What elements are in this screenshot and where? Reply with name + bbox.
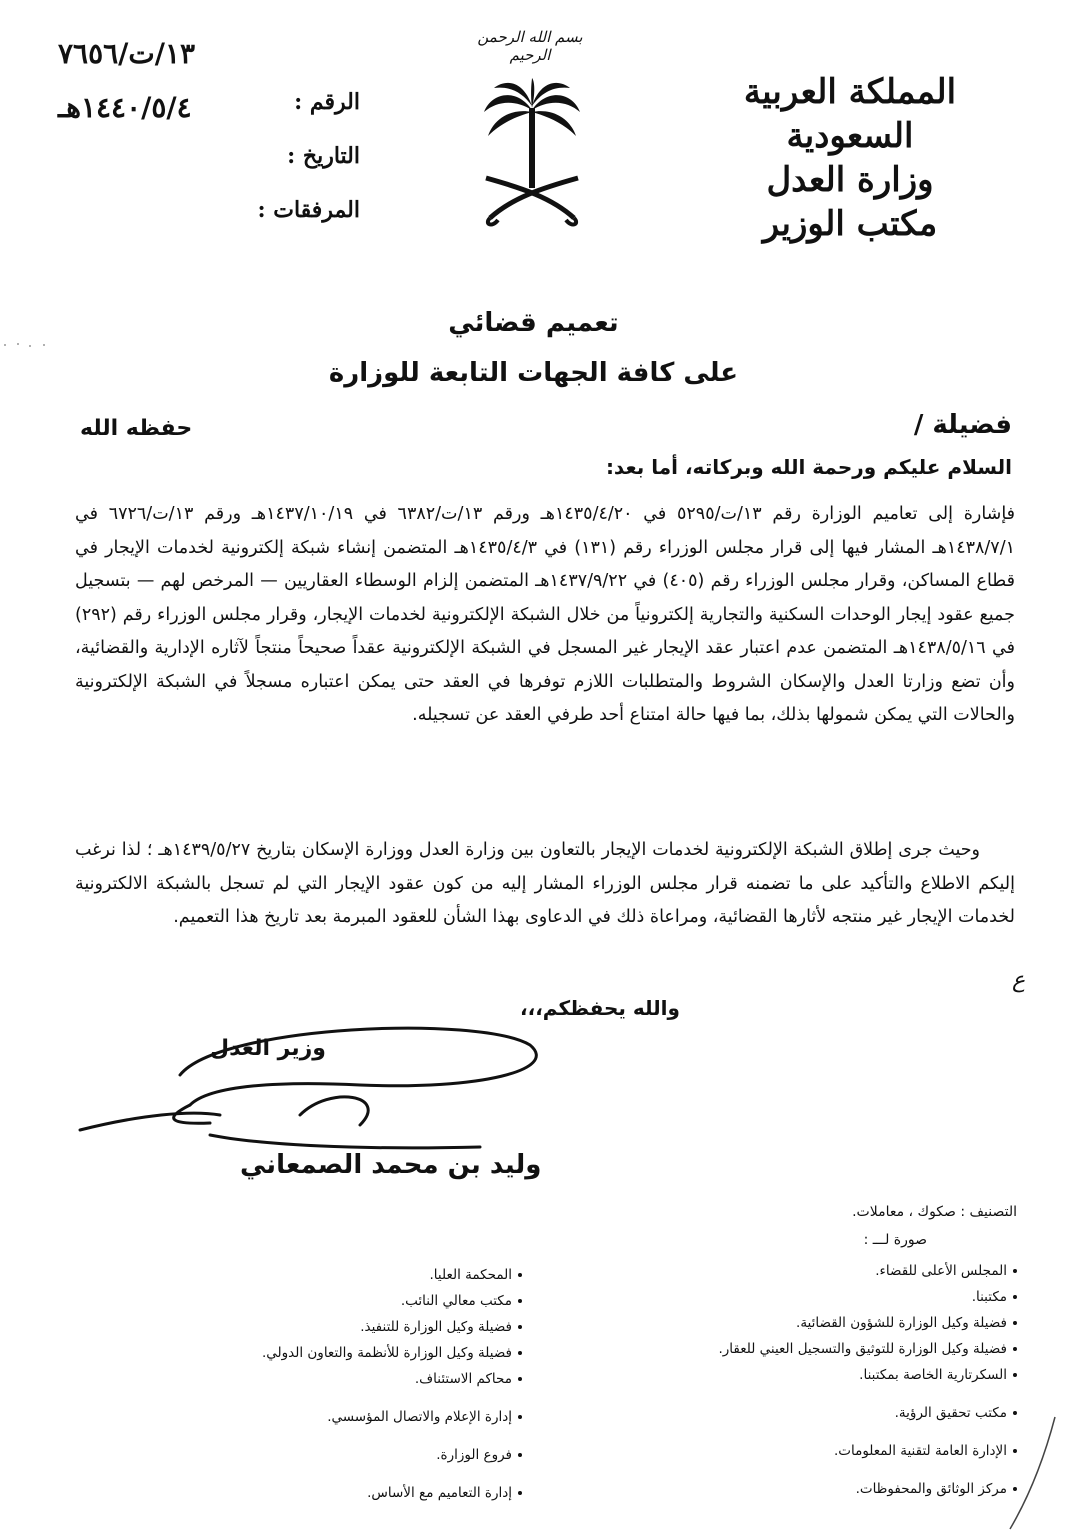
list-item: المجلس الأعلى للقضاء. [597, 1258, 1017, 1284]
list-spacer [142, 1392, 522, 1404]
body-paragraph-2: وحيث جرى إطلاق الشبكة الإلكترونية لخدمات الإيجار بالتعاون بين وزارة العدل ووزارة الإسكان بتاريخ ١٤٣٩/٥/٢٧هـ ؛ لذا نرغب إليكم الاطلاع والتأكيد على ما تضمنه قرار مجلس الوزراء المشار إليه من كون عقود الإيجار التي لم تسجل بالشبكة الالكترونية لخدمات الإيجار غير منتجه لأثارها القضائية، ومراعاة ذلك في الدعاوى بهذا الشأن للعقود المبرمة بعد تاريخ هذا التعميم. [75, 840, 1015, 927]
list-item: مكتب معالي النائب. [142, 1288, 522, 1314]
list-item: فضيلة وكيل الوزارة للأنظمة والتعاون الدولي. [142, 1340, 522, 1366]
basmala: بسم الله الرحمن الرحيم [477, 28, 583, 64]
copy-to-label: صورة لـــ : [863, 1232, 927, 1248]
attachments-label: المرفقات : [257, 197, 360, 223]
scan-speck-icon [0, 340, 60, 350]
list-item: فضيلة وكيل الوزارة للشؤون القضائية. [597, 1310, 1017, 1336]
list-spacer [597, 1426, 1017, 1438]
handwritten-initials: ع [1012, 968, 1026, 993]
list-item: السكرتارية الخاصة بمكتبنا. [597, 1362, 1017, 1388]
list-item: إدارة التعاميم مع الأساس. [142, 1480, 522, 1506]
signatory-name: وليد بن محمد الصمعاني [240, 1150, 542, 1180]
document-subtitle: على كافة الجهات التابعة للوزارة [328, 358, 739, 388]
list-item: فروع الوزارة. [142, 1442, 522, 1468]
scan-mark-icon [1000, 1415, 1060, 1531]
salutation-addressee: فضيلة / [913, 410, 1012, 440]
reference-values [58, 34, 228, 142]
palm-swords-emblem-icon [482, 78, 582, 228]
list-item: محاكم الاستئناف. [142, 1366, 522, 1392]
office-name: مكتب الوزير [762, 204, 938, 244]
list-item: إدارة الإعلام والاتصال المؤسسي. [142, 1404, 522, 1430]
number-label: الرقم : [294, 89, 360, 115]
list-item: المحكمة العليا. [142, 1262, 522, 1288]
list-item: الإدارة العامة لتقنية المعلومات. [597, 1438, 1017, 1464]
list-spacer [142, 1430, 522, 1442]
list-item: فضيلة وكيل الوزارة للتنفيذ. [142, 1314, 522, 1340]
list-spacer [597, 1464, 1017, 1476]
body-paragraph-1: فإشارة إلى تعاميم الوزارة رقم ١٣/ت/٥٢٩٥ في ١٤٣٥/٤/٢٠هـ ورقم ١٣/ت/٦٣٨٢ في ١٤٣٧/١٠/١٩هـ ورقم ١٣/ت/٦٧٢٦ في ١٤٣٨/٧/١هـ المشار فيها إلى قرار مجلس الوزراء رقم (١٣١) في ١٤٣٥/٤/٣هـ المتضمن إنشاء شبكة إلكترونية لخدمات الإيجار في قطاع المساكن، وقرار مجلس الوزراء رقم (٤٠٥) في ١٤٣٧/٩/٢٢هـ المتضمن إلزام الوسطاء العقاريين — المرخص لهم — بتسجيل جميع عقود إيجار الوحدات السكنية والتجارية إلكترونياً من خلال الشبكة الإلكترونية لخدمات الإيجار، وقرار مجلس الوزراء رقم (٢٩٢) في ١٤٣٨/٥/١٦هـ المتضمن عدم اعتبار عقد الإيجار غير المسجل في الشبكة الإلكترونية عقداً صحيحاً منتجاً لآثاره الإدارية والقضائية، وأن تضع وزارتا العدل والإسكان الشروط والمتطلبات اللازم توفرها في العقد حتى يمكن اعتباره مسجلاً في الشبكة الإلكترونية والحالات التي يمكن شمولها بذلك، بما فيها حالة امتناع أحد طرفي العقد عن تسجيله. [75, 504, 1016, 725]
reference-labels [230, 82, 360, 244]
list-item: فضيلة وكيل الوزارة للتوثيق والتسجيل العيني للعقار. [597, 1336, 1017, 1362]
letterhead [685, 70, 1015, 246]
ministry-name: وزارة العدل [766, 160, 934, 200]
list-item: مكتبنا. [597, 1284, 1017, 1310]
list-spacer [597, 1388, 1017, 1400]
signatory-title: وزير العدل [210, 1036, 326, 1061]
number-value: ١٣/ت/٧٦٥٦ [58, 37, 196, 70]
document-title: تعميم قضائي [448, 308, 619, 338]
date-label: التاريخ : [287, 143, 360, 169]
distribution-list-right [597, 1258, 1017, 1502]
closing-phrase: والله يحفظكم،،، [520, 996, 680, 1020]
greeting: السلام عليكم ورحمة الله وبركاته، أما بعد: [605, 455, 1012, 479]
date-value: ١٤٤٠/٥/٤هـ [58, 91, 192, 124]
kingdom-name: المملكة العربية السعودية [743, 72, 957, 156]
list-item: مكتب تحقيق الرؤية. [597, 1400, 1017, 1426]
list-item: مركز الوثائق والمحفوظات. [597, 1476, 1017, 1502]
distribution-list-left [142, 1262, 522, 1506]
handwritten-signature-icon [60, 1015, 620, 1165]
list-spacer [142, 1468, 522, 1480]
salutation-blessing: حفظه الله [80, 416, 193, 441]
classification: التصنيف : صكوك ، معاملات. [852, 1204, 1017, 1220]
